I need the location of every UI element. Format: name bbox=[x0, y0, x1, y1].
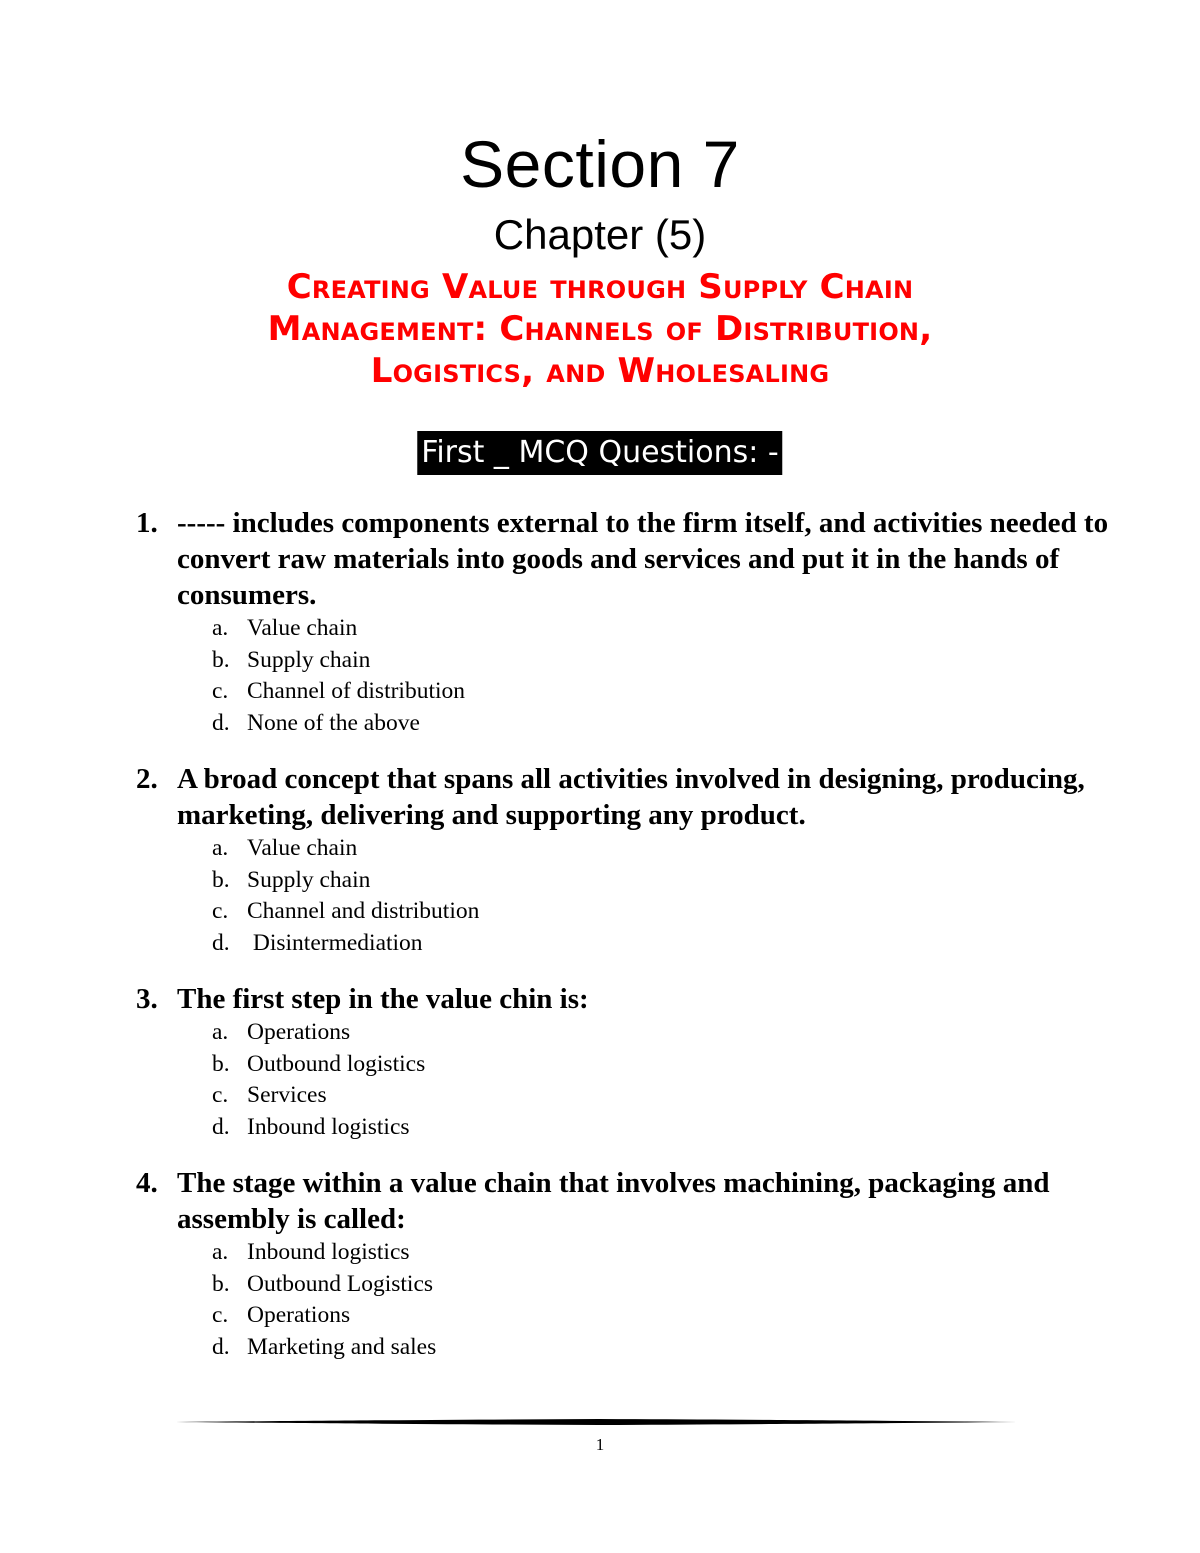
answer-option bbox=[136, 1300, 1136, 1332]
option-text: Value chain bbox=[247, 615, 358, 641]
answer-option bbox=[136, 1112, 1136, 1144]
option-text: Disintermediation bbox=[247, 929, 423, 956]
option-text: Inbound logistics bbox=[247, 1239, 410, 1265]
answer-option bbox=[136, 708, 1136, 740]
option-text: Operations bbox=[247, 1019, 351, 1045]
option-list bbox=[136, 1017, 1136, 1143]
option-letter: c. bbox=[212, 1302, 229, 1328]
question-item bbox=[136, 1165, 1136, 1363]
question-item bbox=[136, 761, 1136, 959]
question-number: 3. bbox=[136, 983, 158, 1015]
answer-option bbox=[136, 896, 1136, 928]
option-letter: b. bbox=[212, 646, 230, 673]
question-list bbox=[136, 505, 1136, 1385]
option-letter: d. bbox=[212, 1333, 230, 1360]
option-letter: a. bbox=[212, 1019, 229, 1045]
option-text: Operations bbox=[247, 1302, 351, 1328]
question-stem bbox=[136, 1165, 1136, 1237]
option-letter: a. bbox=[212, 615, 229, 641]
question-text: The first step in the value chin is: bbox=[177, 983, 589, 1015]
option-text: Outbound logistics bbox=[247, 1050, 426, 1077]
option-text: Services bbox=[247, 1082, 327, 1108]
question-item bbox=[136, 981, 1136, 1143]
option-text: Value chain bbox=[247, 835, 358, 861]
question-text: ----- includes components external to the firm itself, and activities needed to convert raw materials into goods and services and put it in the hands of consumers. bbox=[177, 507, 1109, 611]
option-text: None of the above bbox=[247, 709, 420, 736]
answer-option bbox=[136, 1049, 1136, 1081]
chapter-title bbox=[140, 266, 1060, 392]
option-text: Channel and distribution bbox=[247, 898, 480, 924]
answer-option bbox=[136, 1017, 1136, 1049]
option-text: Outbound Logistics bbox=[247, 1270, 434, 1297]
answer-option bbox=[136, 1237, 1136, 1269]
option-list bbox=[136, 613, 1136, 739]
option-letter: a. bbox=[212, 835, 229, 861]
option-letter: b. bbox=[212, 1270, 230, 1297]
page-number: 1 bbox=[595, 1435, 605, 1454]
option-letter: d. bbox=[212, 709, 230, 736]
option-letter: b. bbox=[212, 1050, 230, 1077]
chapter-title-line: Management: Channels of Distribution, bbox=[267, 309, 933, 349]
answer-option bbox=[136, 1269, 1136, 1301]
question-stem bbox=[136, 505, 1136, 613]
option-text: Inbound logistics bbox=[247, 1113, 410, 1140]
question-stem bbox=[136, 761, 1136, 833]
chapter-heading: Chapter (5) bbox=[493, 211, 707, 258]
answer-option bbox=[136, 613, 1136, 645]
answer-option bbox=[136, 676, 1136, 708]
question-item bbox=[136, 505, 1136, 739]
option-letter: b. bbox=[212, 866, 230, 893]
option-text: Channel of distribution bbox=[247, 678, 466, 704]
chapter-title-line: Creating Value through Supply Chain bbox=[286, 267, 914, 307]
option-letter: c. bbox=[212, 678, 229, 704]
answer-option bbox=[136, 928, 1136, 960]
mcq-section-heading: First _ MCQ Questions: - bbox=[417, 431, 782, 475]
question-number: 4. bbox=[136, 1167, 158, 1199]
question-text: A broad concept that spans all activities involved in designing, producing, marketing, delivering and supporting any product. bbox=[177, 763, 1085, 831]
chapter-title-line: Logistics, and Wholesaling bbox=[370, 351, 830, 391]
question-number: 1. bbox=[136, 507, 158, 539]
option-letter: c. bbox=[212, 1082, 229, 1108]
option-list bbox=[136, 833, 1136, 959]
answer-option bbox=[136, 1332, 1136, 1364]
option-text: Supply chain bbox=[247, 866, 371, 893]
option-text: Marketing and sales bbox=[247, 1333, 437, 1360]
question-text: The stage within a value chain that involves machining, packaging and assembly is called: bbox=[177, 1167, 1050, 1235]
question-stem bbox=[136, 981, 1136, 1017]
question-number: 2. bbox=[136, 763, 158, 795]
option-letter: d. bbox=[212, 929, 230, 956]
answer-option bbox=[136, 645, 1136, 677]
answer-option bbox=[136, 865, 1136, 897]
option-letter: d. bbox=[212, 1113, 230, 1140]
option-letter: a. bbox=[212, 1239, 229, 1265]
option-list bbox=[136, 1237, 1136, 1363]
option-letter: c. bbox=[212, 898, 229, 924]
section-heading: Section 7 bbox=[460, 127, 740, 201]
footer-divider bbox=[176, 1419, 1022, 1425]
option-text: Supply chain bbox=[247, 646, 371, 673]
answer-option bbox=[136, 833, 1136, 865]
answer-option bbox=[136, 1080, 1136, 1112]
